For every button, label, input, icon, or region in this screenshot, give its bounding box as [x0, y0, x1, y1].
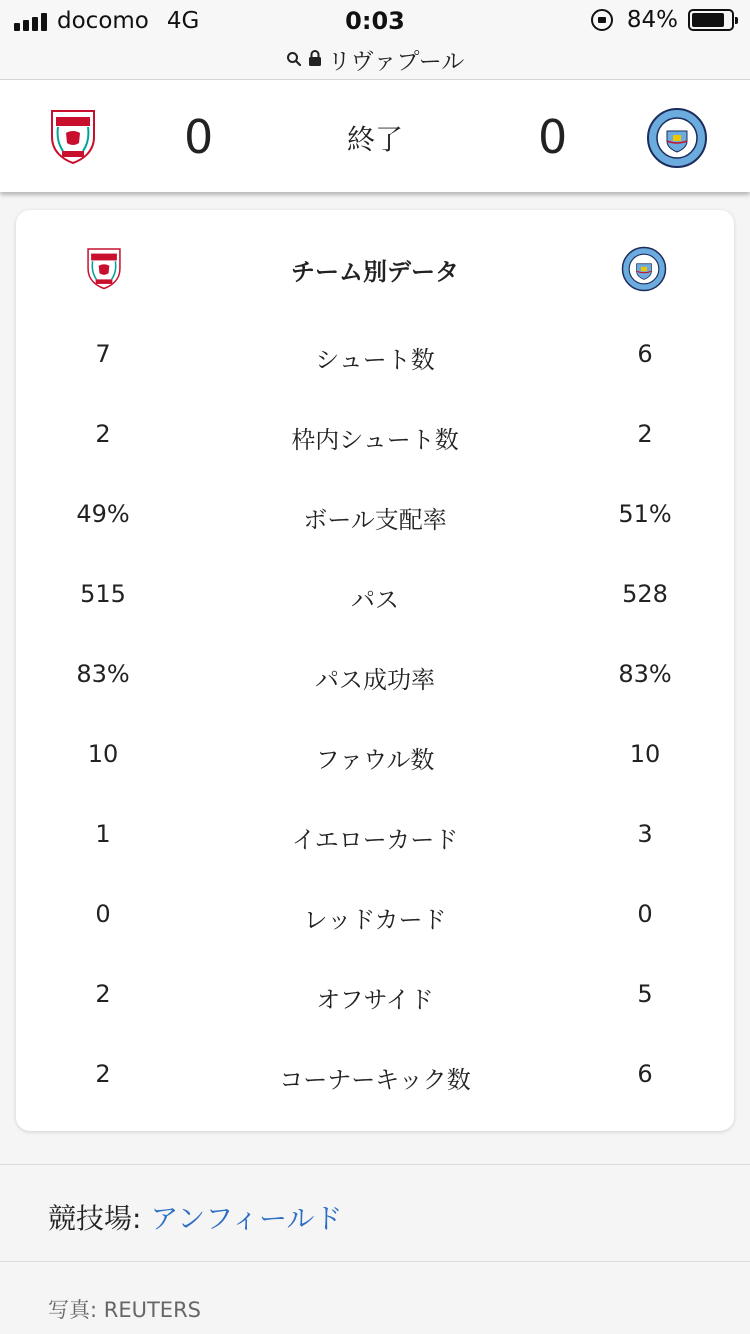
away-value: 6: [637, 1060, 653, 1088]
away-value: 0: [637, 900, 653, 928]
away-score: 0: [538, 110, 568, 164]
stat-row-corner-kicks: [16, 1060, 734, 1100]
network-type: 4G: [166, 8, 200, 34]
status-right: [591, 7, 734, 33]
away-value: 10: [629, 740, 661, 768]
orientation-lock-icon: [591, 9, 613, 31]
stat-row-shots: [16, 340, 734, 380]
lock-icon: [308, 47, 322, 73]
url-bar[interactable]: [0, 40, 750, 80]
page-title: リヴァプール: [327, 49, 465, 75]
battery-percent: 84%: [626, 7, 678, 33]
venue-label: 競技場:: [48, 1202, 151, 1235]
manchester-city-crest-icon: [621, 246, 667, 296]
home-value: 10: [87, 740, 119, 768]
home-value: 1: [95, 820, 111, 848]
home-value: 83%: [76, 660, 130, 688]
away-value: 2: [637, 420, 653, 448]
home-value: 515: [80, 580, 126, 608]
venue-section: [0, 1164, 750, 1262]
away-value: 5: [637, 980, 653, 1008]
manchester-city-crest-icon[interactable]: [646, 107, 708, 173]
card-header: [16, 210, 734, 320]
stat-row-offsides: [16, 980, 734, 1020]
battery-icon: [688, 9, 734, 31]
stat-label: コーナーキック数: [279, 1066, 471, 1094]
photo-credit: 写真: REUTERS: [48, 1298, 201, 1322]
home-value: 2: [95, 1060, 111, 1088]
card-title: チーム別データ: [291, 258, 459, 286]
stat-row-passes: [16, 580, 734, 620]
stat-row-possession: [16, 500, 734, 540]
stat-label: ファウル数: [315, 746, 435, 774]
score-header: [0, 80, 750, 192]
stat-label: レッドカード: [303, 906, 447, 934]
home-value: 49%: [76, 500, 130, 528]
stat-label: イエローカード: [291, 826, 459, 854]
stat-label: パス: [351, 586, 399, 614]
status-bar: [0, 0, 750, 40]
away-value: 83%: [618, 660, 672, 688]
stat-label: 枠内シュート数: [291, 426, 459, 454]
stat-label: オフサイド: [316, 986, 434, 1014]
carrier-name: docomo: [57, 8, 149, 34]
venue-link[interactable]: アンフィールド: [150, 1202, 343, 1235]
team-stats-card: [16, 210, 734, 1131]
stat-row-pass-accuracy: [16, 660, 734, 700]
stat-label: ボール支配率: [303, 506, 447, 534]
search-icon: [286, 47, 302, 73]
stat-row-shots-on-target: [16, 420, 734, 460]
away-value: 51%: [618, 500, 672, 528]
away-value: 528: [622, 580, 668, 608]
home-value: 2: [95, 420, 111, 448]
home-value: 7: [95, 340, 111, 368]
home-score: 0: [184, 110, 214, 164]
away-value: 6: [637, 340, 653, 368]
venue-info: [48, 1197, 342, 1237]
clock: 0:03: [345, 7, 405, 35]
stat-row-red-cards: [16, 900, 734, 940]
stat-label: シュート数: [315, 346, 435, 374]
home-value: 0: [95, 900, 111, 928]
match-status: 終了: [346, 123, 403, 156]
stat-label: パス成功率: [315, 666, 435, 694]
battery-fill: [692, 13, 724, 27]
away-value: 3: [637, 820, 653, 848]
stat-row-yellow-cards: [16, 820, 734, 860]
home-value: 2: [95, 980, 111, 1008]
stat-row-fouls: [16, 740, 734, 780]
